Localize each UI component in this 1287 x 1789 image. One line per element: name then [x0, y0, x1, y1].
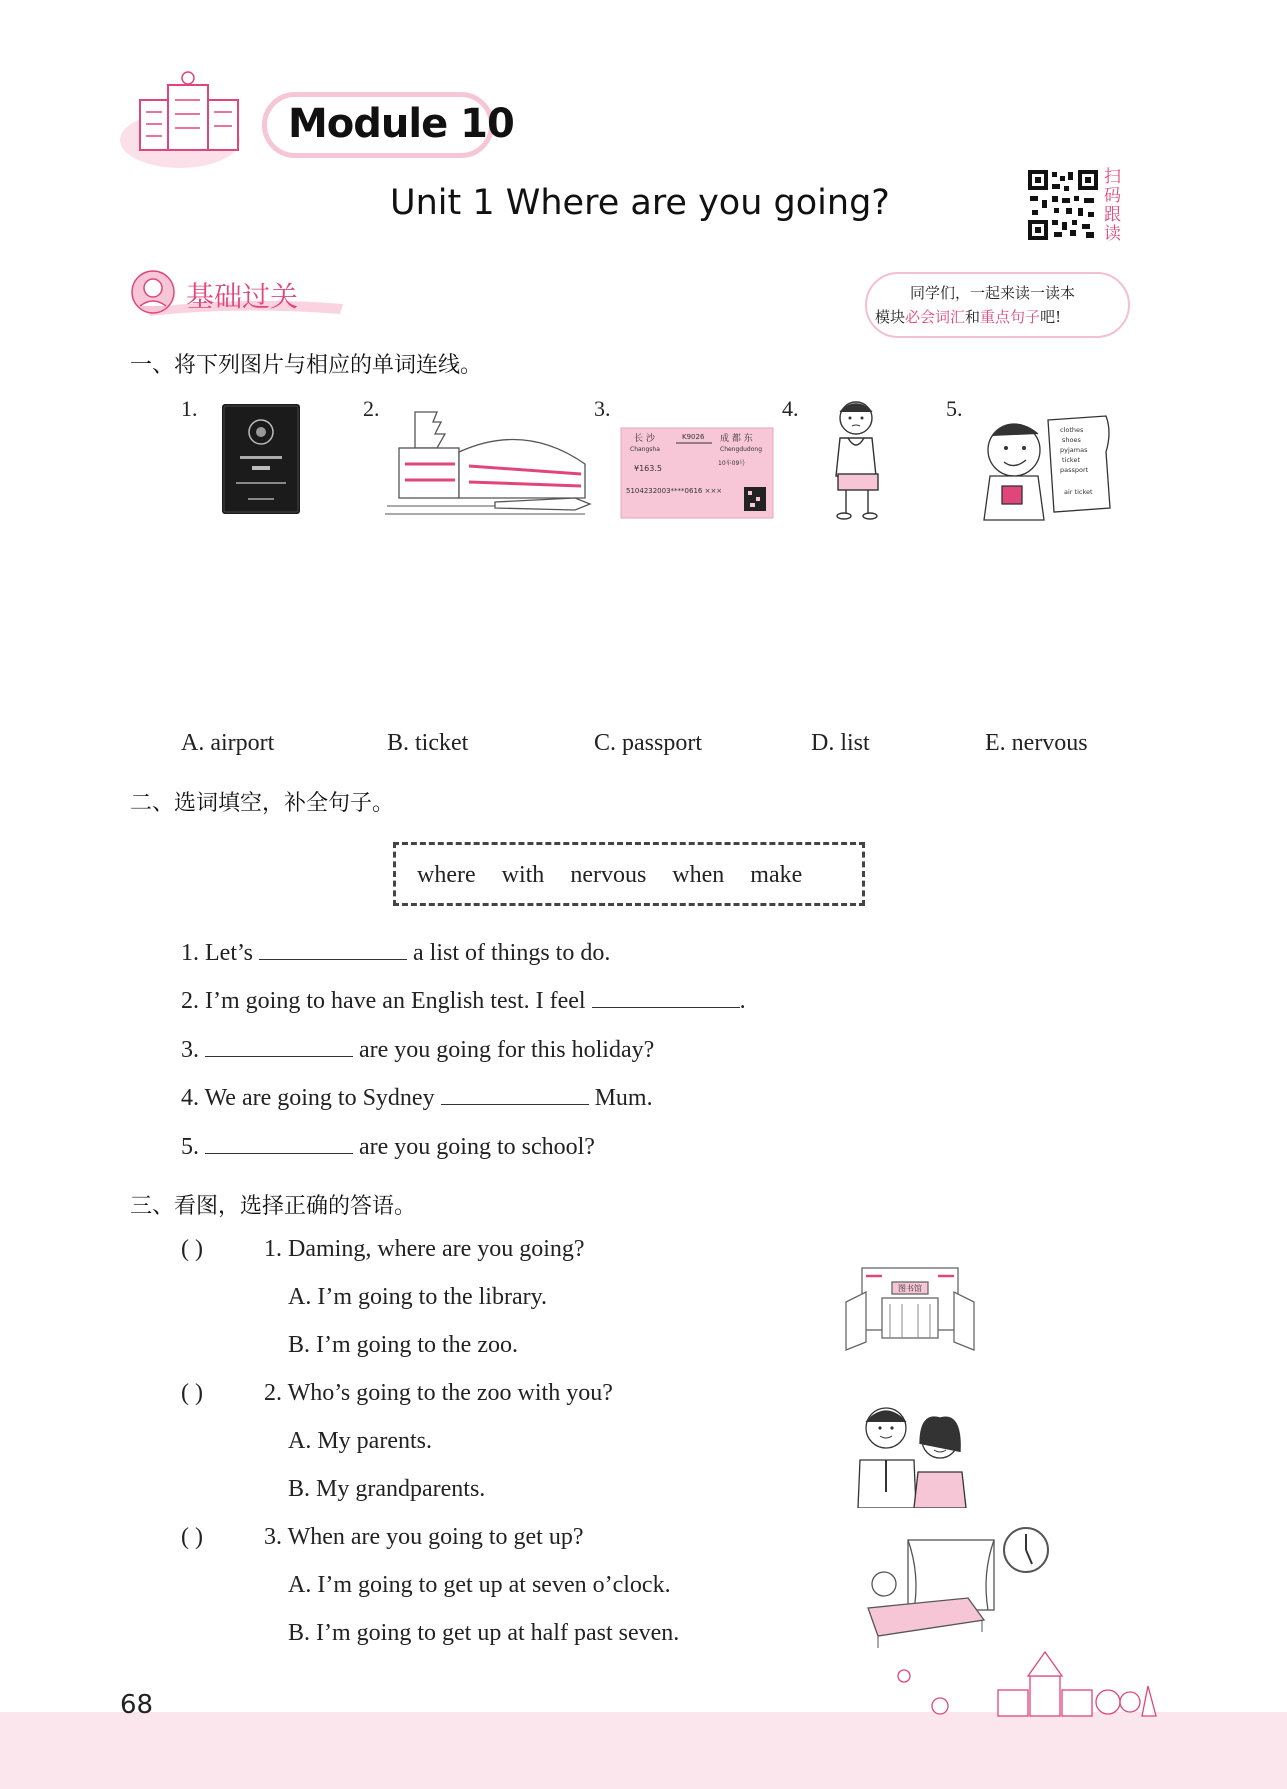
question-3-option-a: A. I’m going to get up at seven o’clock. [288, 1572, 671, 1598]
svg-text:passport: passport [1060, 466, 1089, 474]
answer-blank[interactable] [205, 1034, 353, 1057]
option-a: A. airport [181, 730, 275, 756]
answer-blank[interactable] [441, 1082, 589, 1105]
word-bank-item: when [672, 862, 725, 888]
tip-line-1: 同学们，一起来读一读本 [910, 284, 1076, 302]
picture-number-5: 5. [946, 396, 963, 421]
footer-band [0, 1712, 1287, 1789]
qr-code-icon[interactable] [1028, 170, 1098, 240]
man-with-list-picture [978, 412, 1118, 522]
bedroom-picture [848, 1524, 1056, 1652]
answer-blank[interactable] [592, 985, 740, 1008]
svg-text:Chengdudong: Chengdudong [720, 446, 762, 453]
answer-parenthesis-2[interactable]: ( ) [181, 1380, 203, 1406]
module-title: Module 10 [288, 101, 514, 147]
svg-text:clothes: clothes [1060, 426, 1084, 434]
library-picture [842, 1258, 978, 1358]
answer-parenthesis-1[interactable]: ( ) [181, 1236, 203, 1262]
option-c: C. passport [594, 730, 702, 756]
passport-picture [220, 402, 302, 516]
svg-text:pyjamas: pyjamas [1060, 446, 1088, 454]
picture-number-3: 3. [594, 396, 611, 421]
answer-blank[interactable] [205, 1131, 353, 1154]
svg-text:Changsha: Changsha [630, 446, 660, 453]
question-2: 2. Who’s going to the zoo with you? [264, 1380, 613, 1406]
option-b: B. ticket [387, 730, 469, 756]
word-bank [417, 862, 802, 889]
question-2-option-b: B. My grandparents. [288, 1476, 486, 1502]
option-e: E. nervous [985, 730, 1088, 756]
word-bank-item: where [417, 862, 476, 888]
question-1-option-b: B. I’m going to the zoo. [288, 1332, 518, 1358]
word-bank-item: with [501, 862, 545, 888]
svg-text:10车09号: 10车09号 [718, 460, 746, 467]
section-2-title: 二、选词填空，补全句子。 [130, 791, 395, 816]
section-badge-label: 基础过关 [186, 280, 299, 313]
svg-text:air ticket: air ticket [1064, 488, 1093, 496]
question-1-option-a: A. I’m going to the library. [288, 1284, 548, 1310]
question-2-option-a: A. My parents. [288, 1428, 432, 1454]
sentence-5: 5. are you going to school? [181, 1131, 595, 1161]
question-3-option-b: B. I’m going to get up at half past seven. [288, 1620, 680, 1646]
tip-line-2: 模块必会词汇和重点句子吧! [875, 308, 1062, 326]
page-number: 68 [120, 1690, 154, 1720]
footer-castle-decoration [880, 1646, 1170, 1718]
svg-text:5104232003****0616 ×××: 5104232003****0616 ××× [626, 487, 723, 495]
airport-picture [385, 402, 595, 522]
word-bank-item: nervous [570, 862, 647, 888]
nervous-boy-picture [822, 398, 894, 524]
svg-text:成 都 东: 成 都 东 [720, 434, 753, 444]
picture-number-2: 2. [363, 396, 380, 421]
svg-text:图书馆: 图书馆 [898, 1284, 922, 1293]
picture-number-1: 1. [181, 396, 198, 421]
sentence-2: 2. I’m going to have an English test. I feel . [181, 985, 746, 1015]
answer-blank[interactable] [259, 937, 407, 960]
option-d: D. list [811, 730, 870, 756]
sentence-1: 1. Let’s a list of things to do. [181, 937, 610, 967]
unit-title: Unit 1 Where are you going? [390, 183, 890, 223]
svg-text:长 沙: 长 沙 [634, 434, 655, 444]
sentence-3: 3. are you going for this holiday? [181, 1034, 654, 1064]
picture-number-4: 4. [782, 396, 799, 421]
word-bank-item: make [750, 862, 803, 888]
svg-text:ticket: ticket [1062, 456, 1081, 464]
parents-picture [854, 1400, 972, 1508]
train-ticket-picture [620, 427, 774, 519]
svg-text:K9026: K9026 [682, 433, 705, 441]
section-3-title: 三、看图，选择正确的答语。 [130, 1194, 417, 1219]
question-1: 1. Daming, where are you going? [264, 1236, 585, 1262]
sentence-4: 4. We are going to Sydney Mum. [181, 1082, 653, 1112]
qr-scan-label: 扫码跟读 [1104, 167, 1121, 244]
question-3: 3. When are you going to get up? [264, 1524, 584, 1550]
answer-parenthesis-3[interactable]: ( ) [181, 1524, 203, 1550]
svg-text:shoes: shoes [1062, 436, 1081, 444]
svg-text:¥163.5: ¥163.5 [634, 464, 662, 473]
section-1-title: 一、将下列图片与相应的单词连线。 [130, 353, 483, 378]
